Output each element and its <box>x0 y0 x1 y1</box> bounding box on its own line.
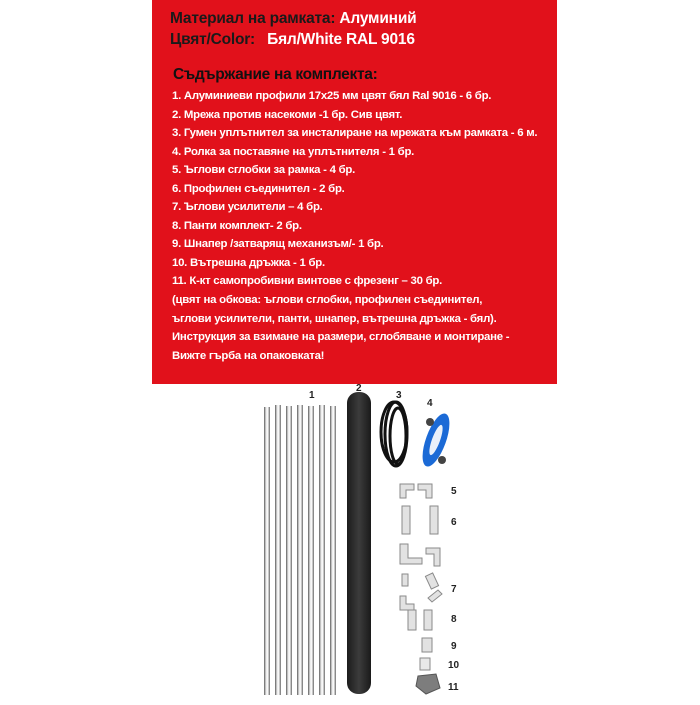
contents-title: Съдържание на комплекта: <box>173 66 378 83</box>
label-10: 10 <box>448 660 460 671</box>
list-item: 1. Алуминиеви профили 17x25 мм цвят бял Ral 9016 - 6 бр. <box>172 90 492 102</box>
label-9: 9 <box>451 641 457 652</box>
label-4: 4 <box>427 398 433 409</box>
note-line: Вижте гърба на опаковката! <box>172 349 325 362</box>
note-line: Инструкция за взимане на размери, сглобяване и монтиране - <box>172 331 510 343</box>
screws-bag <box>416 674 440 694</box>
material-heading <box>170 10 416 28</box>
color-label: Цвят/Color: <box>170 31 256 48</box>
label-3: 3 <box>396 390 402 401</box>
list-item: 9. Шнапер /затварящ механизъм/- 1 бр. <box>172 238 384 250</box>
roller-tool <box>417 410 455 469</box>
color-value: Бял/White RAL 9016 <box>267 31 415 48</box>
label-7: 7 <box>451 584 457 595</box>
corner-joints <box>400 484 432 498</box>
list-item: 10. Вътрешна дръжка - 1 бр. <box>172 256 325 269</box>
list-item: 11. К-кт самопробивни винтове с фрезенг – 30 бр. <box>172 275 442 287</box>
label-5: 5 <box>451 486 457 497</box>
hinges <box>408 610 432 630</box>
material-value: Алуминий <box>339 10 417 27</box>
profile-connectors <box>400 506 440 566</box>
list-item: 4. Ролка за поставяне на уплътнителя - 1 бр. <box>172 145 415 158</box>
label-2: 2 <box>356 383 362 394</box>
contents-list <box>172 87 552 291</box>
color-heading <box>170 31 415 49</box>
rubber-gasket-coil <box>381 402 407 466</box>
inner-handle <box>420 658 430 670</box>
corner-reinforcements <box>400 573 442 610</box>
kit-photo <box>250 384 470 700</box>
kit-illustration <box>250 384 470 700</box>
list-item: 7. Ъглови усилители – 4 бр. <box>172 201 323 213</box>
list-item: 3. Гумен уплътнител за инсталиране на мрежата към рамката - 6 м. <box>172 127 538 139</box>
aluminium-profiles <box>264 405 336 695</box>
note-line: (цвят на обкова: ъглови сглобки, профилен съединител, <box>172 294 483 306</box>
list-item: 6. Профилен съединител - 2 бр. <box>172 182 345 195</box>
list-item: 5. Ъглови сглобки за рамка - 4 бр. <box>172 164 356 176</box>
material-label: Материал на рамката: <box>170 10 336 27</box>
label-11: 11 <box>448 682 459 693</box>
note-line: ъглови усилители, панти, шнапер, вътрешна дръжка - бял). <box>172 312 497 325</box>
insect-mesh-roll <box>347 392 371 694</box>
label-1: 1 <box>309 390 315 401</box>
list-item: 8. Панти комплект- 2 бр. <box>172 219 302 232</box>
latch <box>422 638 432 652</box>
label-6: 6 <box>451 517 457 528</box>
notes-list <box>172 291 509 365</box>
label-8: 8 <box>451 614 457 625</box>
list-item: 2. Мрежа против насекоми -1 бр. Сив цвят. <box>172 108 403 121</box>
